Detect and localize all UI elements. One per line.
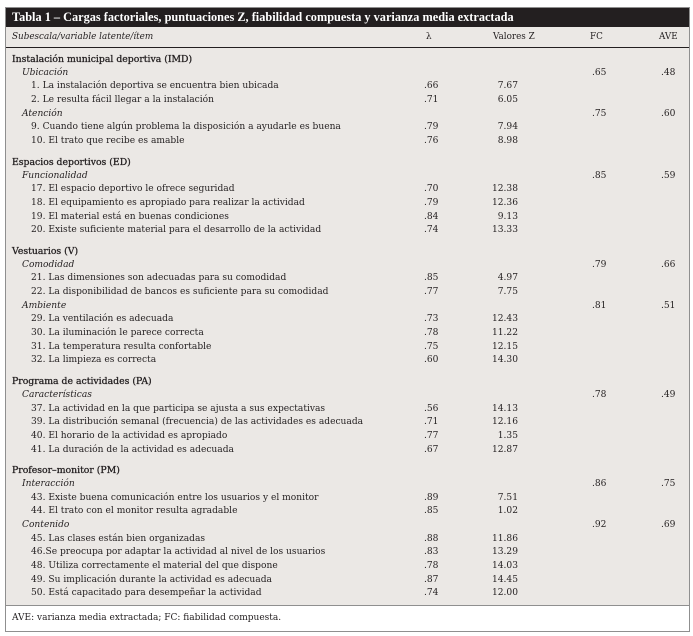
lambda-value: .60 [424, 355, 439, 366]
item-row [6, 341, 689, 355]
ave-value: .48 [661, 67, 676, 78]
z-value: 12.38 [491, 184, 518, 195]
z-value: 11.86 [491, 533, 518, 544]
item-label: 20. Existe suficiente material para el desarrollo de la actividad [31, 225, 322, 236]
lambda-value: .74 [424, 588, 439, 599]
item-label: 31. La temperatura resulta confortable [31, 341, 212, 352]
item-row [6, 313, 689, 327]
z-value: 1.02 [497, 506, 518, 517]
section-name: Espacios deportivos (ED) [12, 156, 131, 168]
z-value: 7.51 [497, 492, 518, 503]
header-lambda: λ [426, 32, 432, 42]
lambda-value: .70 [424, 184, 439, 195]
z-value: 12.43 [491, 314, 518, 325]
item-label: 17. El espacio deportivo le ofrece seguridad [31, 184, 235, 195]
subscale-row [6, 67, 689, 81]
z-value: 6.05 [497, 95, 518, 106]
ave-value: .49 [661, 389, 676, 400]
item-row [6, 587, 689, 601]
item-row [6, 183, 689, 197]
z-value: 11.22 [491, 328, 518, 339]
subscale-name: Características [22, 389, 92, 400]
subscale-name: Interacción [22, 478, 75, 489]
lambda-value: .78 [424, 328, 439, 339]
lambda-value: .67 [424, 444, 439, 455]
item-row [6, 197, 689, 211]
item-row [6, 416, 689, 430]
header-z: Valores Z [493, 32, 535, 42]
z-value: 13.33 [491, 225, 518, 236]
section-header-row [6, 464, 689, 478]
subscale-row [6, 259, 689, 273]
item-label: 44. El trato con el monitor resulta agradable [31, 506, 238, 517]
ave-value: .60 [661, 108, 676, 119]
section-ed [6, 156, 689, 238]
lambda-value: .88 [424, 533, 439, 544]
item-row [6, 327, 689, 341]
item-label: 9. Cuando tiene algún problema la disposición a ayudarle es buena [31, 122, 341, 133]
section-pa [6, 375, 689, 457]
item-row [6, 574, 689, 588]
section-pm [6, 464, 689, 601]
item-label: 32. La limpieza es correcta [31, 355, 157, 366]
table-frame [5, 7, 690, 632]
z-value: 14.45 [491, 574, 518, 585]
subscale-name: Ambiente [22, 300, 67, 311]
lambda-value: .79 [424, 197, 439, 208]
section-header-row [6, 245, 689, 259]
lambda-value: .84 [424, 211, 439, 222]
item-row [6, 444, 689, 458]
item-label: 48. Utiliza correctamente el material del que dispone [31, 561, 278, 572]
z-value: 12.15 [491, 341, 518, 352]
item-label: 46.Se preocupa por adaptar la actividad al nivel de los usuarios [31, 547, 326, 558]
item-label: 29. La ventilación es adecuada [31, 314, 174, 325]
section-v [6, 245, 689, 368]
subscale-name: Funcionalidad [22, 170, 88, 181]
z-value: 4.97 [497, 273, 518, 284]
z-value: 14.13 [491, 403, 518, 414]
lambda-value: .71 [424, 417, 439, 428]
table-footnote: AVE: varianza media extractada; FC: fiabilidad compuesta. [6, 605, 689, 631]
item-row [6, 80, 689, 94]
item-label: 41. La duración de la actividad es adecuada [31, 444, 234, 455]
item-label: 43. Existe buena comunicación entre los usuarios y el monitor [31, 492, 319, 503]
item-label: 18. El equipamiento es apropiado para realizar la actividad [31, 197, 305, 208]
subscale-name: Contenido [22, 520, 70, 530]
item-row [6, 533, 689, 547]
z-value: 14.03 [491, 561, 518, 572]
item-label: 2. Le resulta fácil llegar a la instalación [31, 95, 214, 106]
item-row [6, 354, 689, 368]
fc-value: .78 [592, 389, 607, 400]
fc-value: .79 [592, 259, 607, 270]
lambda-value: .71 [424, 95, 439, 106]
item-row [6, 135, 689, 149]
subscale-name: Ubicación [22, 67, 69, 78]
z-value: 7.75 [497, 287, 518, 297]
lambda-value: .73 [424, 314, 439, 325]
lambda-value: .66 [424, 81, 439, 92]
z-value: 12.87 [491, 444, 518, 455]
item-row [6, 94, 689, 108]
z-value: 12.16 [491, 417, 518, 428]
subscale-row [6, 519, 689, 533]
lambda-value: .75 [424, 341, 439, 352]
item-row [6, 211, 689, 225]
fc-value: .92 [592, 520, 607, 530]
z-value: 9.13 [497, 211, 518, 222]
table-title: Tabla 1 – Cargas factoriales, puntuaciones Z, fiabilidad compuesta y varianza media extractada [6, 8, 689, 27]
z-value: 14.30 [491, 355, 518, 366]
item-label: 45. Las clases están bien organizadas [31, 533, 206, 544]
item-row [6, 403, 689, 417]
subscale-name: Comodidad [22, 259, 75, 270]
ave-value: .59 [661, 170, 676, 181]
ave-value: .75 [661, 478, 676, 489]
lambda-value: .89 [424, 492, 439, 503]
subscale-row [6, 300, 689, 314]
lambda-value: .78 [424, 561, 439, 572]
item-label: 30. La iluminación le parece correcta [31, 328, 204, 339]
section-header-row [6, 156, 689, 170]
lambda-value: .87 [424, 574, 439, 585]
item-label: 1. La instalación deportiva se encuentra bien ubicada [31, 81, 279, 92]
item-label: 21. Las dimensiones son adecuadas para su comodidad [31, 273, 287, 284]
lambda-value: .77 [424, 430, 439, 441]
subscale-name: Atención [22, 108, 63, 119]
section-name: Instalación municipal deportiva (IMD) [12, 54, 193, 65]
section-imd [6, 53, 689, 149]
item-label: 37. La actividad en la que participa se ajusta a sus expectativas [31, 403, 326, 414]
z-value: 12.36 [491, 197, 518, 208]
item-row [6, 224, 689, 238]
z-value: 8.98 [497, 136, 518, 147]
table-header-row [6, 27, 689, 48]
fc-value: .65 [592, 67, 607, 78]
table-body [6, 27, 689, 605]
section-name: Programa de actividades (PA) [12, 376, 152, 388]
section-name: Vestuarios (V) [12, 245, 79, 257]
subscale-row [6, 478, 689, 492]
ave-value: .66 [661, 259, 676, 270]
item-row [6, 505, 689, 519]
lambda-value: .76 [424, 136, 439, 147]
lambda-value: .77 [424, 287, 439, 297]
section-name: Profesor–monitor (PM) [12, 465, 120, 477]
item-row [6, 492, 689, 506]
fc-value: .81 [592, 300, 607, 311]
header-item: Subescala/variable latente/ítem [12, 32, 154, 42]
z-value: 1.35 [497, 430, 518, 441]
item-label: 40. El horario de la actividad es apropiado [31, 430, 228, 441]
z-value: 13.29 [491, 547, 518, 558]
item-row [6, 272, 689, 286]
lambda-value: .74 [424, 225, 439, 236]
item-label: 10. El trato que recibe es amable [31, 136, 185, 147]
subscale-row [6, 170, 689, 184]
item-label: 39. La distribución semanal (frecuencia) de las actividades es adecuada [31, 417, 364, 428]
item-row [6, 286, 689, 300]
section-header-row [6, 375, 689, 389]
ave-value: .69 [661, 520, 676, 530]
item-row [6, 560, 689, 574]
section-header-row [6, 53, 689, 67]
item-label: 19. El material está en buenas condiciones [31, 211, 229, 222]
ave-value: .51 [661, 300, 676, 311]
lambda-value: .79 [424, 122, 439, 133]
item-row [6, 546, 689, 560]
z-value: 7.94 [497, 122, 518, 133]
lambda-value: .85 [424, 273, 439, 284]
lambda-value: .56 [424, 403, 439, 414]
fc-value: .75 [592, 108, 607, 119]
fc-value: .86 [592, 478, 607, 489]
item-label: 49. Su implicación durante la actividad es adecuada [31, 574, 272, 585]
item-label: 22. La disponibilidad de bancos es suficiente para su comodidad [31, 287, 329, 297]
item-row [6, 430, 689, 444]
item-row [6, 121, 689, 135]
subscale-row [6, 389, 689, 403]
fc-value: .85 [592, 170, 607, 181]
header-fc: FC [590, 32, 603, 42]
subscale-row [6, 108, 689, 122]
z-value: 12.00 [491, 588, 518, 599]
header-ave: AVE [659, 32, 678, 42]
lambda-value: .85 [424, 506, 439, 517]
table-rows [6, 48, 689, 601]
item-label: 50. Está capacitado para desempeñar la actividad [31, 588, 262, 599]
z-value: 7.67 [497, 81, 518, 92]
lambda-value: .83 [424, 547, 439, 558]
